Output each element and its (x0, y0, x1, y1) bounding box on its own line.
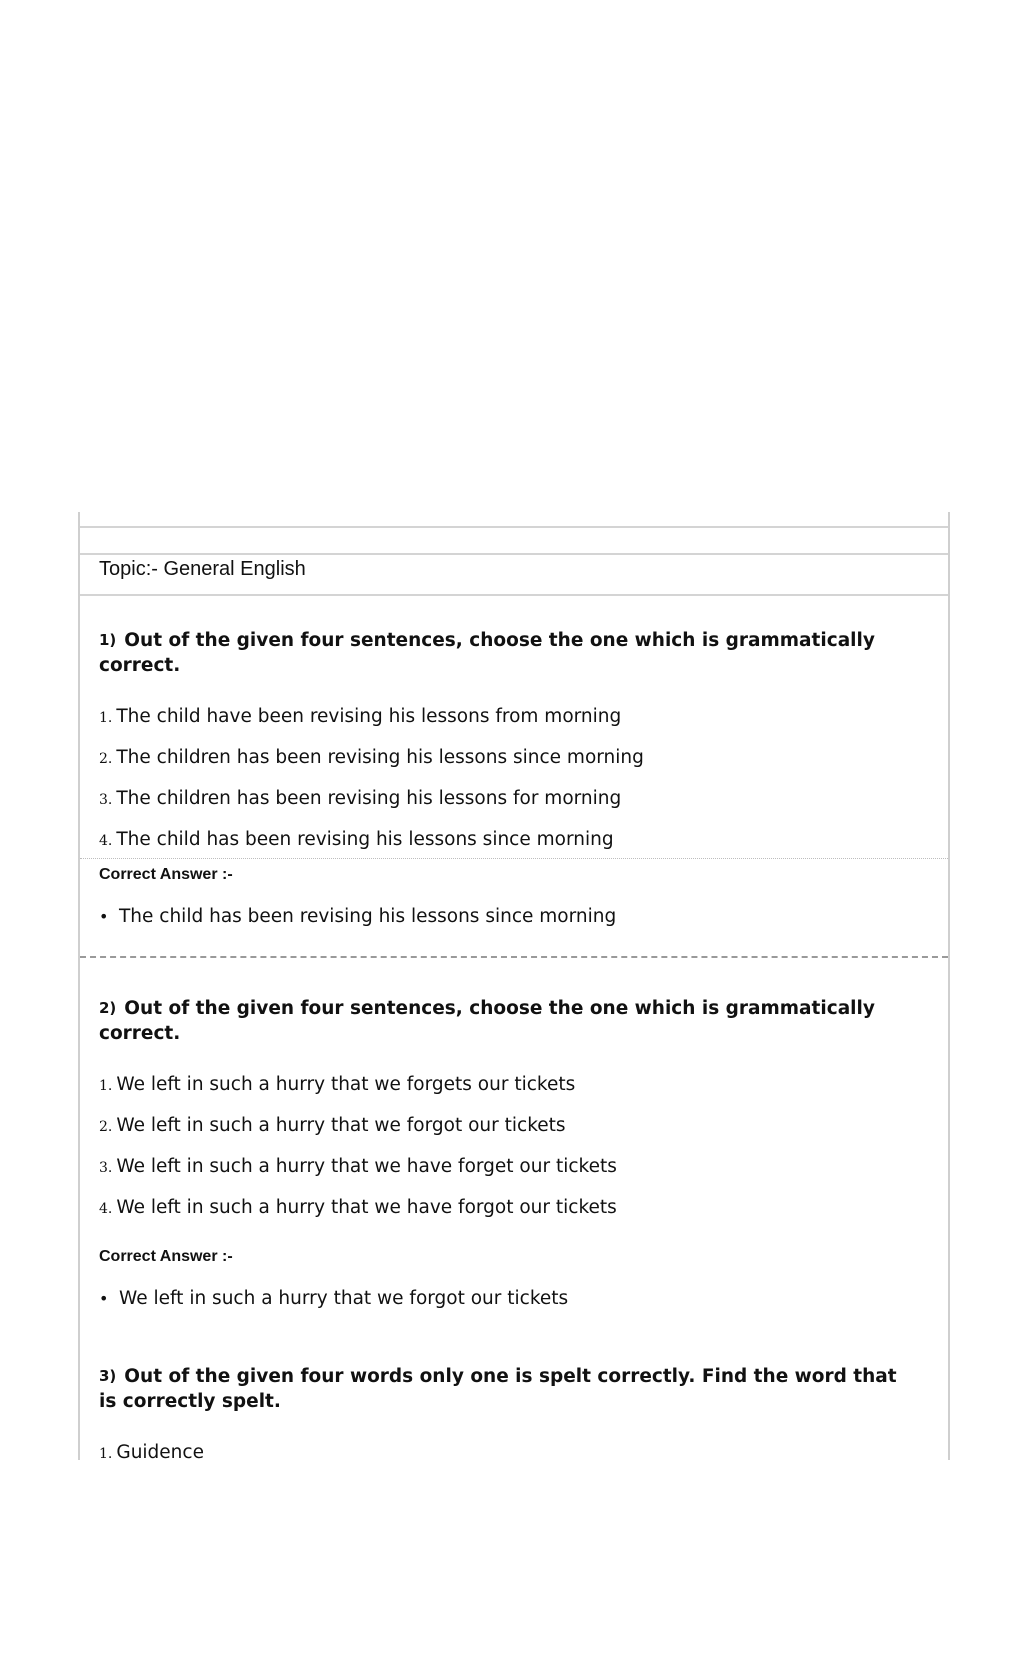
correct-answer-item: • The child has been revising his lessons since morning (99, 906, 617, 927)
topic-heading: Topic:- General English (99, 558, 306, 580)
question-1-option-1: 1. The child have been revising his lessons from morning (99, 706, 622, 727)
question-2-option-4: 4. We left in such a hurry that we have forgot our tickets (99, 1197, 617, 1218)
header-divider-bottom (80, 594, 948, 596)
correct-answer-item: • We left in such a hurry that we forgot our tickets (99, 1288, 569, 1309)
answer-divider-1 (80, 858, 948, 859)
question-2-title (99, 996, 919, 1046)
header-divider-middle (80, 553, 948, 555)
question-1-option-4: 4. The child has been revising his lessons since morning (99, 829, 614, 850)
question-1-option-2: 2. The children has been revising his lessons since morning (99, 747, 644, 768)
question-2-option-1: 1. We left in such a hurry that we forgets our tickets (99, 1074, 576, 1095)
question-3 (99, 1364, 919, 1460)
question-2-option-2: 2. We left in such a hurry that we forgot our tickets (99, 1115, 566, 1136)
question-2 (99, 996, 919, 1309)
correct-answer-label: Correct Answer :- (99, 1248, 233, 1265)
question-1 (99, 628, 919, 850)
question-2-number: 2) (99, 999, 117, 1017)
correct-answer-label: Correct Answer :- (99, 866, 233, 883)
question-1-option-3: 3. The children has been revising his lessons for morning (99, 788, 622, 809)
question-1-text: Out of the given four sentences, choose the one which is grammatically correct. (99, 630, 875, 676)
question-3-text: Out of the given four words only one is spelt correctly. Find the word that is correctly spelt. (99, 1366, 897, 1412)
question-3-option-1: 1. Guidence (99, 1442, 204, 1460)
question-3-title (99, 1364, 919, 1414)
question-separator (80, 956, 948, 958)
header-divider-top (80, 526, 948, 528)
question-3-number: 3) (99, 1367, 117, 1385)
question-1-title (99, 628, 919, 678)
question-1-number: 1) (99, 631, 117, 649)
question-2-option-3: 3. We left in such a hurry that we have forget our tickets (99, 1156, 617, 1177)
question-2-text: Out of the given four sentences, choose the one which is grammatically correct. (99, 998, 875, 1044)
question-paper-sheet (78, 512, 950, 1460)
